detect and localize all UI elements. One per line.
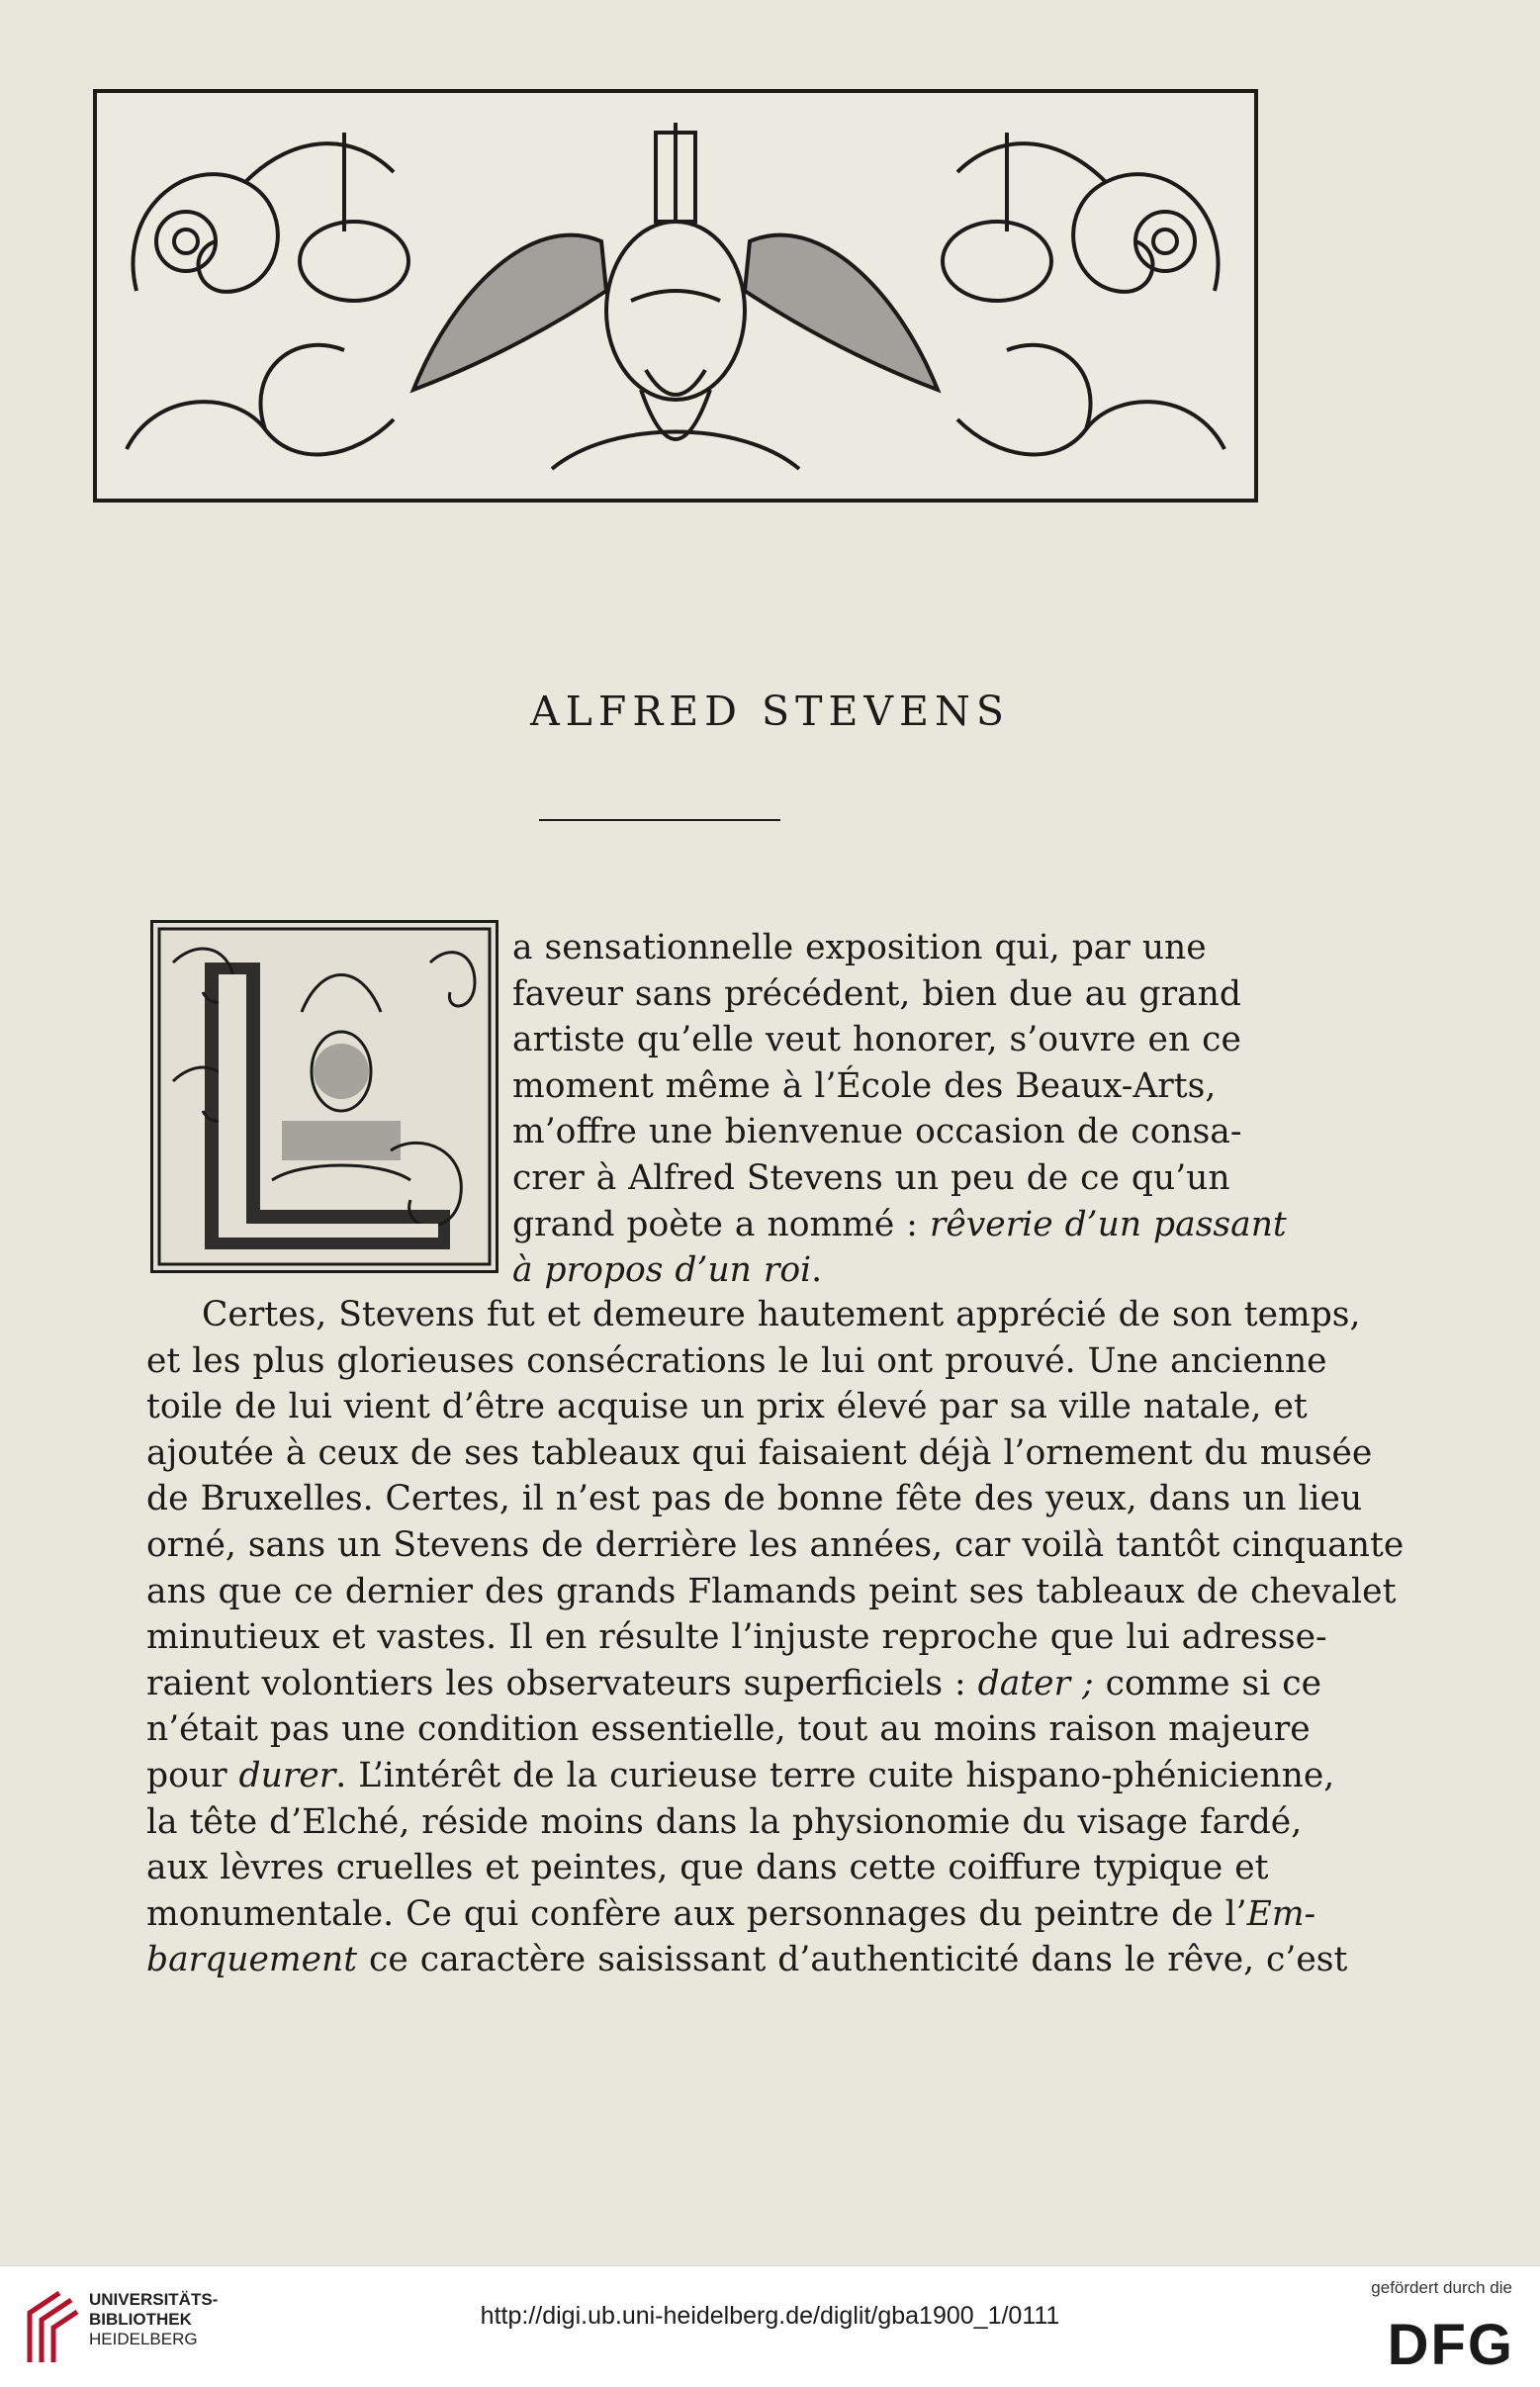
ornamental-initial-L bbox=[153, 923, 496, 1270]
title-divider bbox=[539, 819, 780, 821]
text-line: m’offre une bienvenue occasion de consa- bbox=[512, 1112, 1242, 1152]
text-line: la tête d’Elché, réside moins dans la physionomie du visage fardé, bbox=[146, 1801, 1303, 1842]
text-line: Certes, Stevens fut et demeure hautement apprécié de son temps, bbox=[202, 1295, 1361, 1334]
headpiece-engraving bbox=[97, 93, 1254, 499]
text-line: monumentale. Ce qui confère aux personnages du peintre de l’Em- bbox=[146, 1893, 1316, 1934]
library-line: BIBLIOTHEK bbox=[89, 2310, 192, 2329]
text-line: aux lèvres cruelles et peintes, que dans cette coiffure typique et bbox=[146, 1848, 1269, 1888]
text-line: crer à Alfred Stevens un peu de ce qu’un bbox=[512, 1157, 1230, 1198]
text-line: toile de lui vient d’être acquise un prix élevé par sa ville natale, et bbox=[146, 1387, 1308, 1427]
drop-cap-L bbox=[150, 920, 498, 1273]
library-line: UNIVERSITÄTS- bbox=[89, 2290, 219, 2309]
text-line: à propos d’un roi. bbox=[512, 1250, 823, 1291]
text-line: moment même à l’École des Beaux-Arts, bbox=[512, 1065, 1217, 1106]
text-line: de Bruxelles. Certes, il n’est pas de bonne fête des yeux, dans un lieu bbox=[146, 1479, 1363, 1519]
ornamental-headpiece bbox=[93, 89, 1258, 503]
text-line: ajoutée à ceux de ses tableaux qui faisaient déjà l’ornement du musée bbox=[146, 1432, 1373, 1473]
article-title: ALFRED STEVENS bbox=[530, 688, 1010, 735]
text-line: n’était pas une condition essentielle, tout au moins raison majeure bbox=[146, 1709, 1311, 1750]
text-line: minutieux et vastes. Il en résulte l’injuste reproche que lui adresse- bbox=[146, 1617, 1327, 1658]
dfg-logo: DFG bbox=[1387, 2313, 1514, 2377]
library-line: HEIDELBERG bbox=[89, 2330, 198, 2348]
text-line: pour durer. L’intérêt de la curieuse terre cuite hispano-phénicienne, bbox=[146, 1755, 1335, 1795]
text-line: a sensationnelle exposition qui, par une bbox=[512, 928, 1207, 967]
text-line: raient volontiers les observateurs superficiels : dater ; comme si ce bbox=[146, 1663, 1321, 1703]
text-line: ans que ce dernier des grands Flamands peint ses tableaux de chevalet bbox=[146, 1571, 1397, 1611]
text-line: faveur sans précédent, bien due au grand bbox=[512, 973, 1241, 1014]
text-line: artiste qu’elle veut honorer, s’ouvre en ce bbox=[512, 1020, 1241, 1060]
digitization-footer bbox=[0, 2265, 1540, 2387]
opening-paragraph bbox=[512, 925, 1287, 1294]
text-line: orné, sans un Stevens de derrière les années, car voilà tantôt cinquante bbox=[146, 1524, 1404, 1565]
sponsor-label: gefördert durch die bbox=[1371, 2278, 1512, 2297]
source-url-link[interactable]: http://digi.ub.uni-heidelberg.de/diglit/gba1900_1/0111 bbox=[480, 2302, 1060, 2330]
body-paragraph bbox=[146, 1292, 1404, 1983]
text-line: et les plus glorieuses consécrations le lui ont prouvé. Une ancienne bbox=[146, 1340, 1327, 1381]
text-line: grand poète a nommé : rêverie d’un passant bbox=[512, 1204, 1287, 1244]
text-line: barquement ce caractère saisissant d’authenticité dans le rêve, c’est bbox=[146, 1940, 1348, 1980]
